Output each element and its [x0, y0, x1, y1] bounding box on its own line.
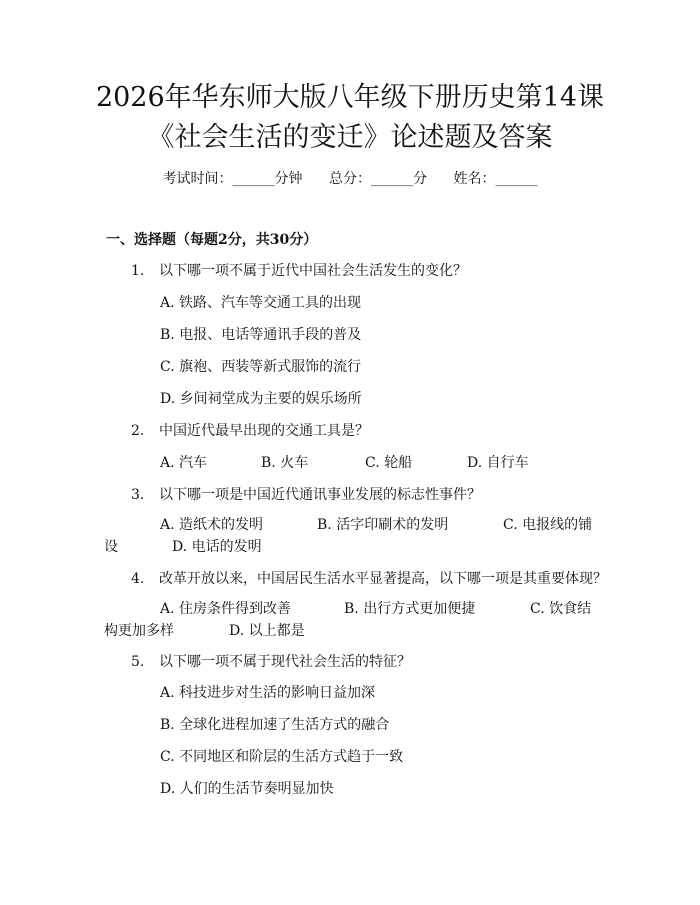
option-d: D. 电话的发明	[172, 539, 262, 555]
section-heading: 一、选择题（每题2分，共30分）	[106, 232, 318, 248]
option-a: A. 汽车	[160, 455, 208, 471]
option-c: C. 电报线的铺	[503, 517, 593, 533]
option-c-continued: 构更加多样	[104, 623, 174, 639]
question-number: 2.	[131, 423, 145, 439]
question-text: 以下哪一项不属于近代中国社会生活发生的变化？	[159, 263, 467, 279]
question-text: 改革开放以来，中国居民生活水平显著提高，以下哪一项是其重要体现？	[159, 571, 607, 587]
option-b: B. 电报、电话等通讯手段的普及	[160, 327, 362, 343]
question-4	[131, 570, 607, 588]
option-c: C. 饮食结	[530, 601, 592, 617]
question-number: 5.	[131, 654, 145, 670]
option-b: B. 活字印刷术的发明	[317, 517, 449, 533]
student-name-label: 姓名：______	[453, 171, 538, 187]
document-title-line2: 《社会生活的变迁》论述题及答案	[147, 122, 553, 153]
option-c: C. 不同地区和阶层的生活方式趋于一致	[160, 749, 404, 765]
question-number: 4.	[131, 571, 145, 587]
question-3	[131, 486, 481, 504]
question-2	[131, 422, 369, 440]
option-b: B. 火车	[261, 455, 309, 471]
option-a: A. 科技进步对生活的影响日益加深	[160, 685, 376, 701]
question-1	[131, 262, 467, 280]
question-text: 中国近代最早出现的交通工具是？	[159, 423, 369, 439]
option-d: D. 自行车	[467, 455, 529, 471]
option-a: A. 住房条件得到改善	[160, 601, 292, 617]
question-5	[131, 653, 411, 671]
question-number: 3.	[131, 487, 145, 503]
option-c-continued: 设	[104, 539, 118, 555]
option-a: A. 造纸术的发明	[160, 517, 264, 533]
option-b: B. 出行方式更加便捷	[344, 601, 476, 617]
option-c: C. 旗袍、西装等新式服饰的流行	[160, 359, 362, 375]
question-number: 1.	[131, 263, 145, 279]
exam-meta	[0, 168, 700, 188]
option-d: D. 人们的生活节奏明显加快	[160, 781, 334, 797]
exam-time-label: 考试时间：______分钟	[162, 171, 303, 187]
option-a: A. 铁路、汽车等交通工具的出现	[160, 295, 362, 311]
document-title-line1: 2026年华东师大版八年级下册历史第14课	[95, 82, 605, 113]
option-d: D. 乡间祠堂成为主要的娱乐场所	[160, 391, 362, 407]
total-score-label: 总分：______分	[329, 171, 427, 187]
option-b: B. 全球化进程加速了生活方式的融合	[160, 717, 390, 733]
question-text: 以下哪一项不属于现代社会生活的特征？	[159, 654, 411, 670]
question-text: 以下哪一项是中国近代通讯事业发展的标志性事件？	[159, 487, 481, 503]
option-c: C. 轮船	[365, 455, 413, 471]
option-d: D. 以上都是	[229, 623, 305, 639]
